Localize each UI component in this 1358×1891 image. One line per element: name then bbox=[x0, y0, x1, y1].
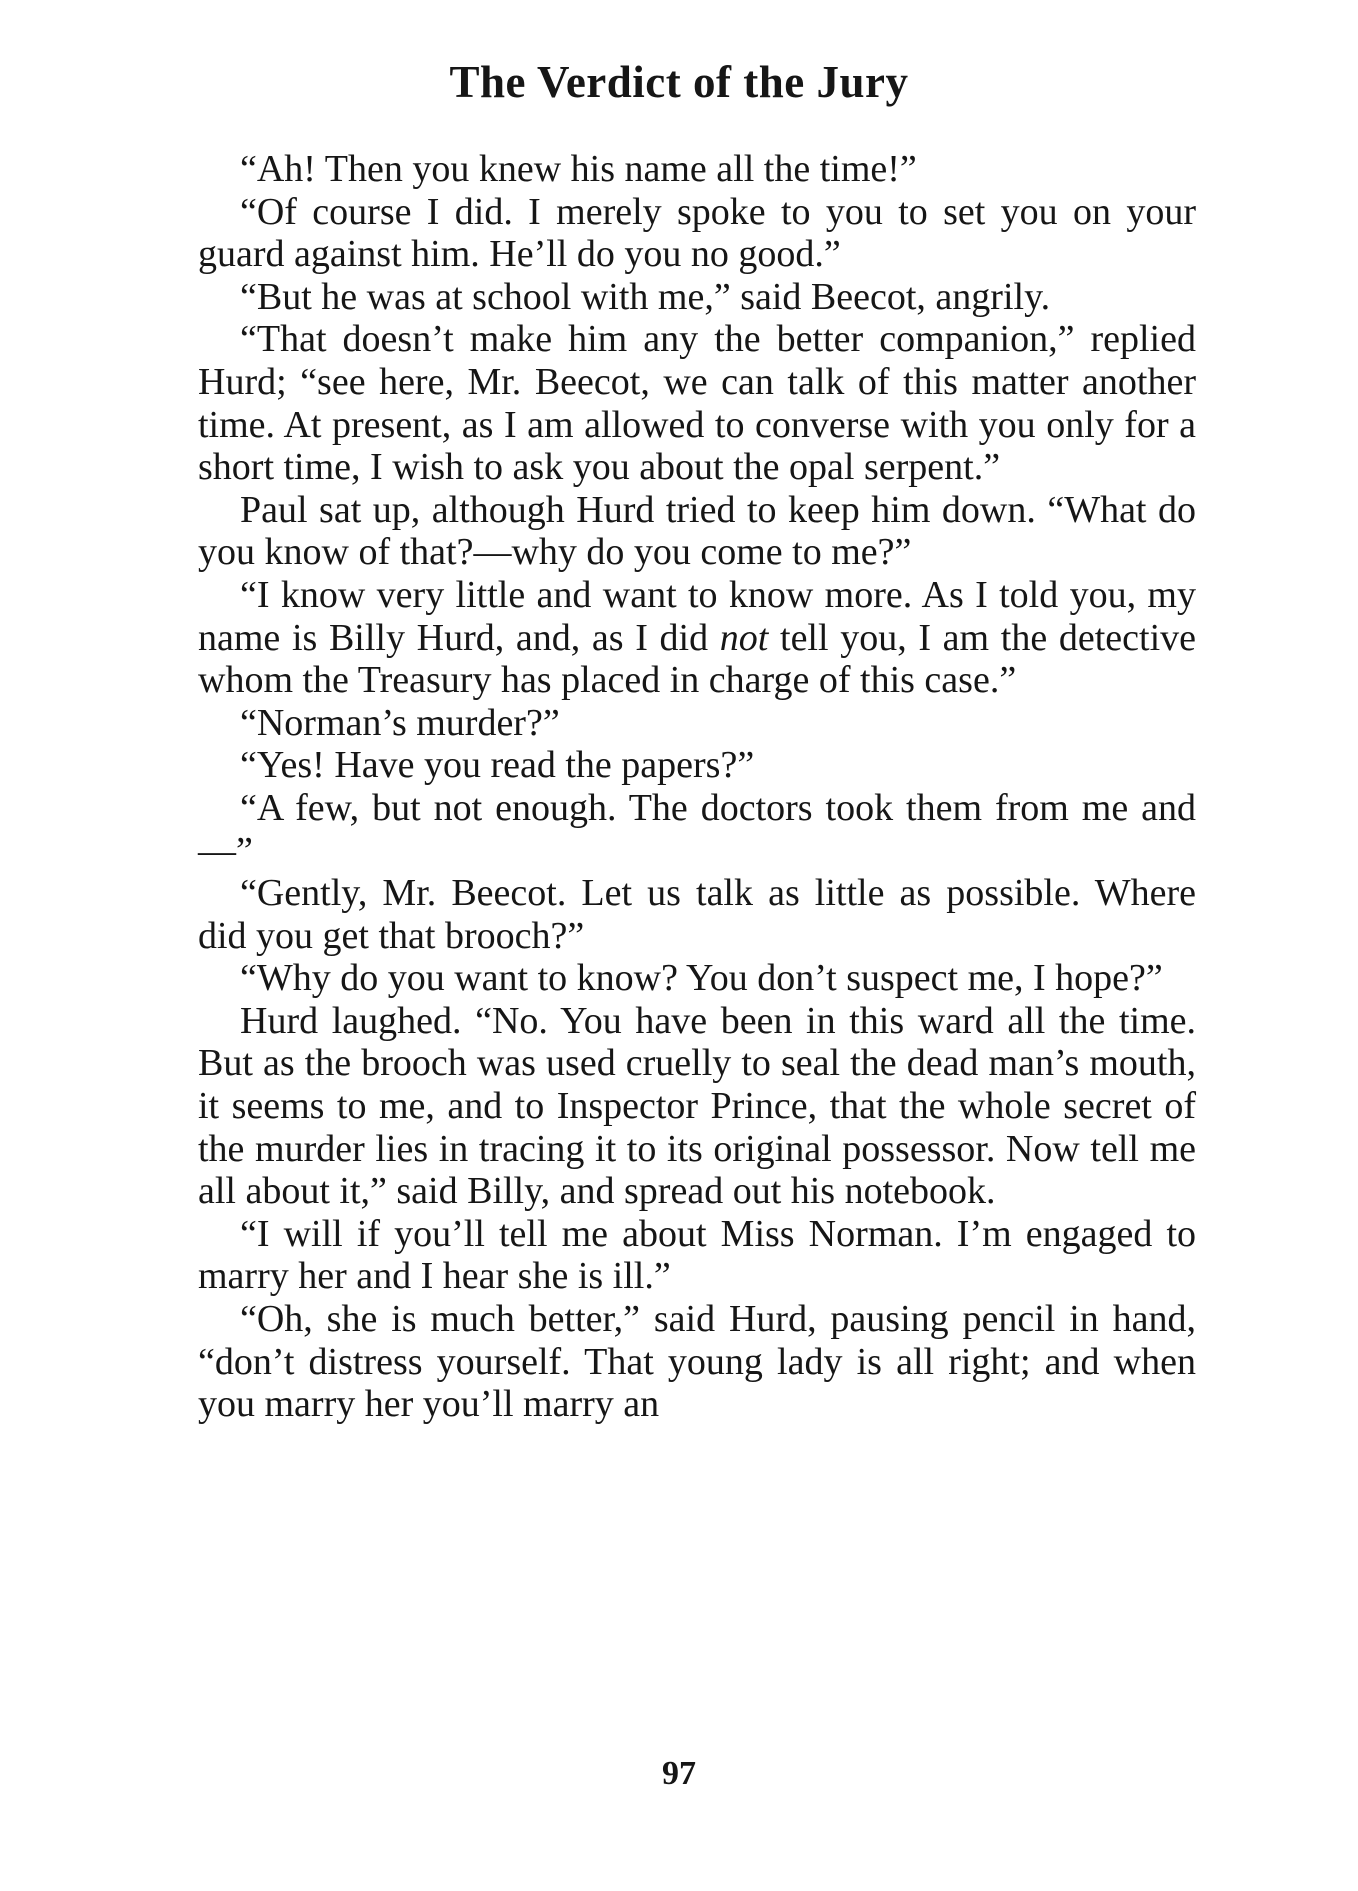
paragraph: Paul sat up, although Hurd tried to keep him down. “What do you know of that?—why do you come to me?” bbox=[198, 488, 1196, 574]
emphasis: not bbox=[719, 616, 769, 659]
paragraph: “Of course I did. I merely spoke to you to set you on your guard against him. He’ll do you no good.” bbox=[198, 190, 1196, 276]
paragraph: “Ah! Then you knew his name all the time!” bbox=[240, 148, 917, 190]
paragraph: Hurd laughed. “No. You have been in this ward all the time. But as the brooch was used cruelly to seal the dead man’s mouth, it seems to me, and to Inspector Prince, that the whole secret of the murder lies in tracing it to its original possessor. Now tell me all about it,” said Billy, and spread out his notebook. bbox=[198, 999, 1196, 1213]
body-text bbox=[198, 148, 1196, 1426]
page-number: 97 bbox=[662, 1755, 696, 1792]
paragraph: “Norman’s murder?” bbox=[240, 701, 560, 744]
paragraph: “Why do you want to know? You don’t suspect me, I hope?” bbox=[240, 957, 1163, 1000]
paragraph: “I will if you’ll tell me about Miss Norman. I’m engaged to marry her and I hear she is ill.” bbox=[198, 1212, 1196, 1298]
paragraph: “But he was at school with me,” said Beecot, angrily. bbox=[240, 275, 1051, 318]
paragraph: “Yes! Have you read the papers?” bbox=[240, 744, 755, 787]
running-head: The Verdict of the Jury bbox=[449, 57, 909, 107]
paragraph: “A few, but not enough. The doctors took them from me and—” bbox=[198, 786, 1196, 872]
paragraph: “I know very little and want to know more. As I told you, my name is Billy Hurd, and, as I did not tell you, I am the detective whom the Treasury has placed in charge of this case.” bbox=[198, 573, 1196, 702]
paragraph: “Oh, she is much better,” said Hurd, pausing pencil in hand, “don’t distress yourself. That young lady is all right; and when you marry her you’ll marry an bbox=[198, 1298, 1196, 1426]
paragraph: “Gently, Mr. Beecot. Let us talk as little as possible. Where did you get that brooch?” bbox=[198, 872, 1196, 957]
paragraph: “That doesn’t make him any the better companion,” replied Hurd; “see here, Mr. Beecot, we can talk of this matter another time. At present, as I am allowed to converse with you only for a short time, I wish to ask you about the opal serpent.” bbox=[198, 318, 1196, 489]
